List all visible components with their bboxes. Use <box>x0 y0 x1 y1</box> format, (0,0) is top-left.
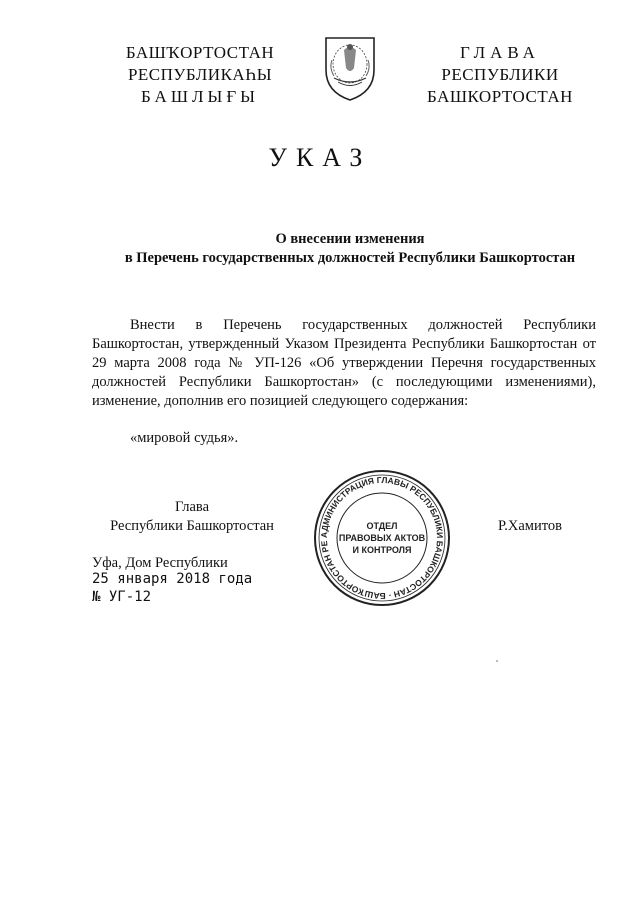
document-title: УКАЗ <box>268 143 372 172</box>
stamp-center-line-2: ПРАВОВЫХ АКТОВ <box>338 533 426 543</box>
signatory-title-line-1: Глава <box>174 499 210 515</box>
stamp-ring-text: АДМИНИСТРАЦИЯ ГЛАВЫ РЕСПУБЛИКИ БАШКОРТОСТАН · БАШҠОРТОСТАН РЕ <box>318 474 446 602</box>
stamp-center-line-3: И КОНТРОЛЯ <box>352 545 412 555</box>
header-right-line-1: ГЛАВА <box>460 43 540 62</box>
header-left-line-2: РЕСПУБЛИКАҺЫ <box>127 65 273 84</box>
stamp-center-line-1: ОТДЕЛ <box>366 521 398 531</box>
scan-speck <box>496 660 498 662</box>
body-item: «мировой судья». <box>130 430 239 446</box>
signatory-name: Р.Хамитов <box>498 518 562 534</box>
subject-line-1: О внесении изменения <box>275 231 425 247</box>
header-left-line-3: БАШЛЫҒЫ <box>141 87 259 106</box>
body-paragraph: Внести в Перечень государственных должностей Республики Башкортостан, утвержденный Указом Президента Республики Башкортостан от 29 марта 2008 года № УП-126 «Об утверждении Перечня государственных должностей Республики Башкортостан» (с последующими изменениями), изменение, дополнив его позицией следующего содержания: <box>92 317 596 409</box>
document-subject <box>60 230 640 268</box>
header-right-line-3: БАШКОРТОСТАН <box>427 87 573 106</box>
decree-number: № УГ-12 <box>92 589 152 605</box>
header-right-block <box>400 42 600 108</box>
official-stamp <box>312 468 452 608</box>
header-left-block <box>100 42 300 108</box>
subject-line-2: в Перечень государственных должностей Республики Башкортостан <box>124 250 576 266</box>
emblem-icon <box>320 34 380 102</box>
issue-place: Уфа, Дом Республики <box>92 555 228 571</box>
signatory-title <box>92 498 292 536</box>
header-right-line-2: РЕСПУБЛИКИ <box>441 65 559 84</box>
signatory-title-line-2: Республики Башкортостан <box>110 518 274 534</box>
header-left-line-1: БАШҠОРТОСТАН <box>125 43 275 62</box>
issue-date: 25 января 2018 года <box>92 571 253 587</box>
